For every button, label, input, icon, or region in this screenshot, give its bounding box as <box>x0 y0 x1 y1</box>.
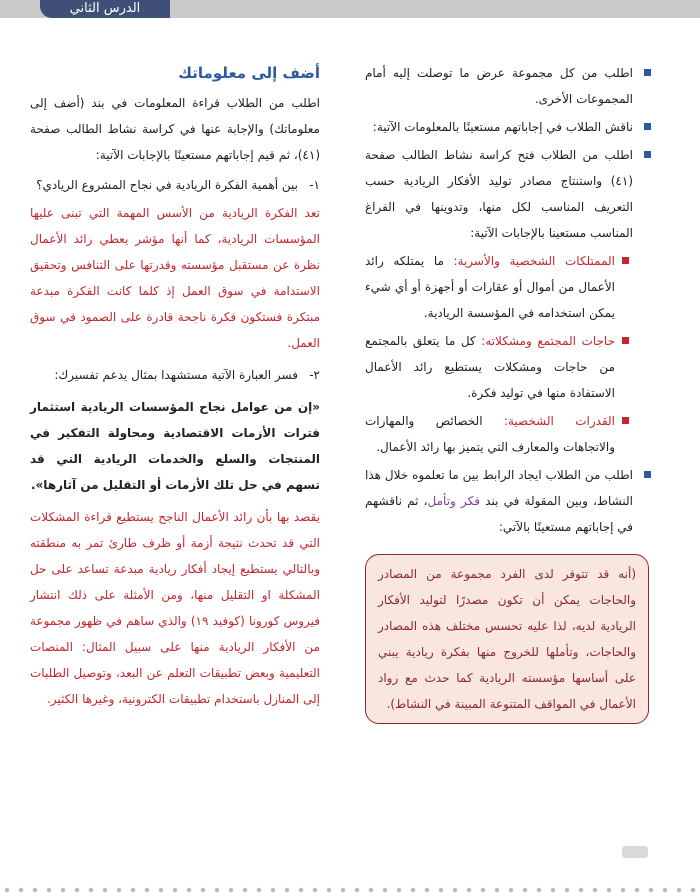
left-column <box>30 60 320 718</box>
intro-paragraph: اطلب من الطلاب قراءة المعلومات في بند (أضف إلى معلوماتك) والإجابة عنها في كراسة نشاط الطالب صفحة (٤١)، ثم قيم إجاباتهم مستعينًا بالإجابات الآتية: <box>30 96 320 162</box>
bullet-link: اطلب من الطلاب ايجاد الرابط بين ما تعلموه خلال هذا النشاط، وبين المقولة في بند فكر وتأمل، ثم ناقشهم في إجاباتهم مستعينًا بالآتي: <box>365 462 655 540</box>
lesson-tab: الدرس الثاني <box>40 0 170 18</box>
source-abilities: القدرات الشخصية: الخصائص والمهارات والاتجاهات والمعارف التي يتميز بها رائد الأعمال. <box>365 408 633 460</box>
bullet-discuss: ناقش الطلاب في إجاباتهم مستعينًا بالمعلومات الآتية: <box>365 114 655 140</box>
square-bullet-icon <box>644 151 651 158</box>
square-bullet-icon <box>644 69 651 76</box>
source-personal: الممتلكات الشخصية والأسرية: ما يمتلكه رائد الأعمال من أموال أو عقارات أو أجهزة أو أي شيء يمكن استخدامه في المؤسسة الريادية. <box>365 248 633 326</box>
page-badge <box>622 846 648 858</box>
square-bullet-icon <box>644 471 651 478</box>
section-title: أضف إلى معلوماتك <box>178 64 320 82</box>
square-bullet-icon <box>622 417 629 424</box>
think-reflect-ref: فكر وتأمل <box>427 494 480 508</box>
square-bullet-icon <box>622 337 629 344</box>
dotted-border <box>0 886 700 894</box>
callout-box: (أنه قد تتوفر لدى الفرد مجموعة من المصادر والحاجات يمكن أن تكون مصدرًا لتوليد الأفكار الريادية لديه، لذا عليه تحسس مختلف هذه المصادر والحاجات، وتأملها للخروج منها بفكرة ريادية يبني على أساسها مؤسسته الريادية كما حدث مع رواد الأعمال في المواقف المتنوعة المبينة في النشاط). <box>365 554 649 724</box>
right-column <box>365 60 655 724</box>
bullet-present: اطلب من كل مجموعة عرض ما توصلت إليه أمام المجموعات الأخرى. <box>365 60 655 112</box>
source-society: حاجات المجتمع ومشكلاته: كل ما يتعلق بالمجتمع من حاجات ومشكلات يستطيع رائد الأعمال الاستفادة منها في توليد فكرة. <box>365 328 633 406</box>
question-1: ١- بين أهمية الفكرة الريادية في نجاح المشروع الريادي؟ <box>36 178 320 192</box>
quote: «إن من عوامل نجاح المؤسسات الريادية استثمار فترات الأزمات الاقتصادية ومحاولة التفكير في المنتجات والسلع والخدمات الريادية التي قد تسهم في حل تلك الأزمات أو التقليل من آثارها». <box>30 400 320 492</box>
square-bullet-icon <box>622 257 629 264</box>
square-bullet-icon <box>644 123 651 130</box>
question-2: ٢- فسر العبارة الآتية مستشهدا بمثال يدعم تفسيرك: <box>54 368 320 382</box>
answer-2: يقصد بها بأن رائد الأعمال الناجح يستطيع قراءة المشكلات التي قد تحدث نتيجة أزمة أو ظرف طارئ تمر به منطقته وبالتالي يستطيع إيجاد أفكار ريادية مبدعة تساعد على حل المشكلة او التقليل منها، ومن الأمثلة على ذلك انتشار فيروس كورونا (كوفيد ١٩) والذي ساهم في ظهور مجموعة من الأفكار الريادية منها على سبيل المثال: المنصات التعليمية وبعض تطبيقات التعلم عن البعد، وتوصيل الطلبات إلى المنازل باستخدام تطبيقات الكترونية، وغيرها الكثير. <box>30 510 320 706</box>
sources-list <box>365 248 655 460</box>
answer-1: تعد الفكرة الريادية من الأسس المهمة التي تبنى عليها المؤسسات الريادية، كما أنها مؤشر يعطي رائد الأعمال نظرة عن مستقبل مؤسسته وقدرتها على التنافس وتحقيق الاستدامة في سوق العمل إذ كلما كانت الفكرة مبدعة مبتكرة فستكون فكرة ناجحة قادرة على الصمود في سوق العمل. <box>30 206 320 350</box>
bullet-open-book: اطلب من الطلاب فتح كراسة نشاط الطالب صفحة (٤١) واستنتاج مصادر توليد الأفكار الريادية حسب التعريف المناسب لكل منها، وتدوينها في الفراغ المناسب مستعينا بالإجابات الآتية: <box>365 142 655 246</box>
